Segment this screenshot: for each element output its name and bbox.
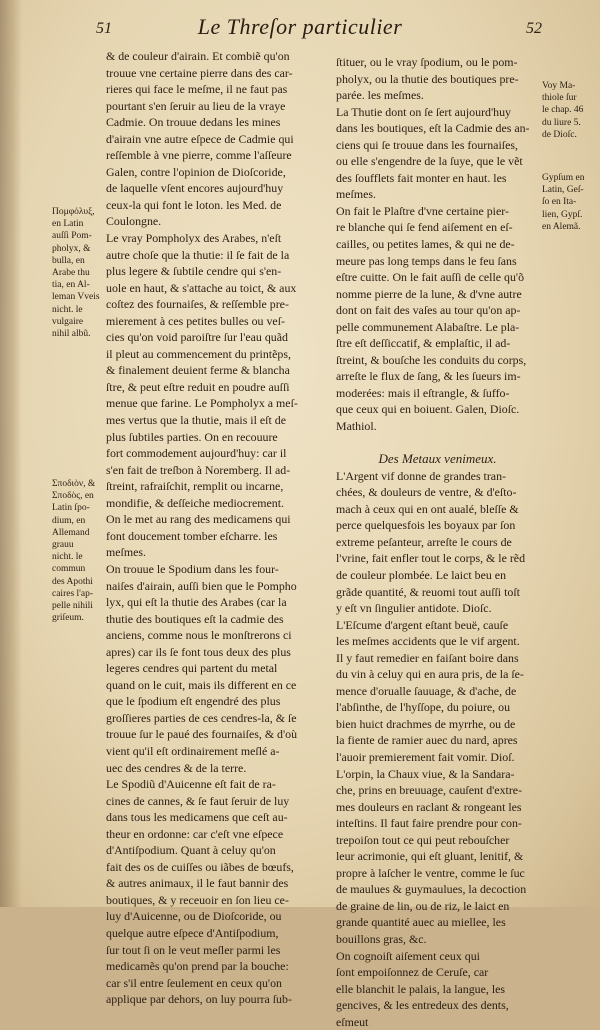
text-line: rieres qui face le meſme, il ne faut pas <box>106 82 288 97</box>
text-line: quelque autre eſpece d'Antiſpodium, <box>106 925 279 940</box>
margin-note-mathiole <box>542 80 583 141</box>
text-line: meure pas long temps dans le feu ſans <box>336 253 517 268</box>
text-line: mondifie, & deſſeiche mediocrement. <box>106 495 284 510</box>
margin-note-line: Arabe thu <box>52 267 90 278</box>
text-line: plus legere & ſubtile cendre qui s'en- <box>106 264 282 279</box>
margin-note-line: Voy Ma- <box>542 81 576 91</box>
margin-note-pompholyx <box>52 206 100 340</box>
text-line: La Thutie dont on ſe ſert aujourd'huy <box>336 104 511 119</box>
text-line: ceux-la qui font le loton. les Med. de <box>106 197 282 212</box>
text-line: l'abſinthe, de l'hyſſope, du poiure, ou <box>336 700 511 715</box>
text-line: menue que farine. Le Pompholyx a meſ- <box>106 396 298 411</box>
text-line: l'vrine, fait enfler tout le corps, & le rẽd <box>336 551 526 566</box>
text-line: grãde quantité, & reuomi tout auſſi toſt <box>336 584 520 599</box>
text-line: theur en ordonne: car c'eſt vne eſpece <box>106 826 284 841</box>
text-line: propre à laſcher le ventre, comme le ſuc <box>336 865 525 880</box>
text-line: moderées: mais il eſtrangle, & ſuffo- <box>336 385 510 400</box>
text-line: meſmes. <box>336 187 376 202</box>
text-line: quand on le cuit, mais ils different en ce <box>106 677 297 692</box>
margin-note-gypsum <box>542 172 584 233</box>
text-line: meſmes. <box>106 545 146 560</box>
text-line: car s'il entre ſeulement en ceux qu'on <box>106 975 282 990</box>
text-line: ſtre eſt deſſiccatif, & emplaſtic, il ad- <box>336 336 511 351</box>
text-line: ou elle s'engendre de la ſuye, que le vẽt <box>336 154 523 169</box>
text-line: & finalement deuient ferme & blancha <box>106 363 290 378</box>
margin-note-line: Πομφόλυξ, <box>52 207 95 217</box>
text-line: Le vray Pompholyx des Arabes, n'eſt <box>106 231 282 246</box>
margin-note-line: pholyx, & <box>52 243 91 254</box>
text-line: pourtant s'en ſeruir au lieu de la vraye <box>106 98 286 113</box>
text-line: vient qu'il eſt ordinairement meſlé a- <box>106 743 280 758</box>
text-line: reſſemble à vne pierre, comme l'aſſeure <box>106 148 292 163</box>
text-line: anciens, comme nous le monſtrerons ci <box>106 628 292 643</box>
text-line: applique par dehors, on luy pourra ſub- <box>106 992 292 1007</box>
text-line: nomme pierre de la lune, & d'vne autre <box>336 286 522 301</box>
text-line: chées, & douleurs de ventre, & d'eſto- <box>336 485 517 500</box>
text-line: fort commodement aujourd'huy: car il <box>106 446 287 461</box>
text-line: luy d'Auicenne, ou de Dioſcoride, ou <box>106 909 282 924</box>
text-line: lyx, qui eſt la thutie des Arabes (car la <box>106 595 287 610</box>
text-line: Il y faut remedier en faiſant boire dans <box>336 650 519 665</box>
text-line: de graine de lin, ou de riz, le laict en <box>336 898 510 913</box>
margin-note-line: caires l'ap- <box>52 588 94 599</box>
text-line: plus ſubtiles parties. On en recouure <box>106 429 278 444</box>
margin-note-line: Σποδὸς, en <box>52 491 94 502</box>
text-line: cailles, ou petites lames, & qui ne de- <box>336 237 515 252</box>
text-line: mach à ceux qui en ont aualé, bleſſe & <box>336 501 519 516</box>
margin-note-line: thiole ſur <box>542 93 577 104</box>
text-line: l'auoir premierement fait vomir. Dioſ. <box>336 749 515 764</box>
text-line: uec des cendres & de la terre. <box>106 760 247 775</box>
text-line: legeres cendres qui partent du metal <box>106 661 278 676</box>
text-line: & autres animaux, il le faut bannir des <box>106 876 289 891</box>
margin-note-line: grauu <box>52 539 74 550</box>
margin-note-line: ſo en Ita- <box>542 197 577 208</box>
margin-note-line: dium, en <box>52 515 86 526</box>
text-line: du vin à celuy qui en aura pris, de la ſe- <box>336 667 524 682</box>
running-header <box>0 14 600 40</box>
text-line: mes douleurs en raclant & rongeant les <box>336 799 522 814</box>
text-line: eſtre cuitte. On le fait auſſi de celle qu'õ <box>336 270 525 285</box>
text-line: mierement à ces petites bulles ou veſ- <box>106 313 285 328</box>
text-line: il pleut au commencement du printẽps, <box>106 346 291 361</box>
text-line: ſtreint, & bouſche les conduits du corps, <box>336 352 527 367</box>
margin-note-line: nihil albũ. <box>52 328 91 339</box>
text-line: parée. les meſmes. <box>336 88 424 103</box>
text-line: ſont empoiſonnez de Ceruſe, car <box>336 965 489 980</box>
margin-note-line: nicht. le <box>52 304 83 315</box>
text-line: que ceux qui en boiuent. Galen, Dioſc. <box>336 402 520 417</box>
text-line: ſtreint, rafraiſchit, remplit ou incarne, <box>106 479 284 494</box>
running-title: Le Threſor particulier <box>197 14 403 39</box>
margin-note-line: commun <box>52 564 86 575</box>
margin-note-line: Allemand <box>52 527 90 538</box>
text-line: Le Spodiũ d'Auicenne eſt fait de ra- <box>106 777 276 792</box>
text-line: groſſieres parties de ces cendres-la, & ſe <box>106 710 297 725</box>
margin-note-line: lien, Gypſ. <box>542 209 583 220</box>
text-line: trouue vne certaine pierre dans des car- <box>106 65 293 80</box>
margin-note-line: en Alemã. <box>542 221 581 232</box>
text-line: de maulues & guymaulues, la decoction <box>336 882 527 897</box>
text-line: apres) car ils ſe font tous deux des plus <box>106 644 291 659</box>
page-number-right: 52 <box>526 20 542 37</box>
margin-note-line: le chap. 46 <box>542 105 584 116</box>
margin-note-line: nicht. le <box>52 552 83 563</box>
text-line: des ſoufflets fait monter en haut. les <box>336 170 507 185</box>
text-line: bien huict drachmes de myrrhe, ou de <box>336 716 516 731</box>
margin-note-line: tia, en Al- <box>52 280 90 291</box>
text-line: d'airain vne autre eſpece de Cadmie qui <box>106 131 294 146</box>
text-line: pelle communement Alabaſtre. Le pla- <box>336 319 520 334</box>
text-line: On le met au rang des medicamens qui <box>106 512 291 527</box>
text-line: mence d'orualle ſauuage, & d'ache, de <box>336 683 517 698</box>
margin-note-line: de Dioſc. <box>542 129 577 140</box>
text-line: On fait le Plaſtre d'vne certaine pier- <box>336 203 509 218</box>
text-line: cies qu'on void paroiſtre ſur l'eau quãd <box>106 330 288 345</box>
margin-note-line: auſſi Pom- <box>52 231 92 242</box>
text-line: eſmeut <box>336 1014 369 1029</box>
text-line <box>336 435 539 452</box>
text-line: de couleur plombée. Le laict beu en <box>336 567 507 582</box>
margin-note-line: Gypſum en <box>542 173 585 183</box>
text-line: Coulongne. <box>106 214 162 229</box>
text-line: que le ſpodium eſt engendré des plus <box>106 694 281 709</box>
text-line: s'en fait de treſbon à Noremberg. Il ad- <box>106 462 291 477</box>
text-line: leur acrimonie, qui eſt gluant, lenitif, & <box>336 849 524 864</box>
margin-note-line: Latin, Geſ- <box>542 185 584 196</box>
text-line: On trouue le Spodium dans les four- <box>106 561 279 576</box>
text-line: dans les boutiques, eſt la Cadmie des an- <box>336 121 530 136</box>
text-line: fait des os de cuiſſes ou iãbes de bœufs, <box>106 859 294 874</box>
margin-note-line: bulla, en <box>52 255 85 266</box>
text-line: cines de cannes, & ſe faut ſeruir de luy <box>106 793 290 808</box>
text-line: thutie des boutiques eſt la cadmie des <box>106 611 284 626</box>
text-line: Galen, contre l'opinion de Dioſcoride, <box>106 164 286 179</box>
margin-note-line: en Latin <box>52 219 84 230</box>
text-line: d'Antiſpodium. Quant à celuy qu'on <box>106 843 276 858</box>
text-line: ſur tout ſi on le veut meſler parmi les <box>106 942 281 957</box>
text-line: Mathiol. <box>336 419 377 434</box>
text-line: L'orpin, la Chaux viue, & la Sandara- <box>336 766 515 781</box>
text-line: ſtituer, ou le vray ſpodium, ou le pom- <box>336 55 518 69</box>
text-line: & de couleur d'airain. Et combiẽ qu'on <box>106 49 290 63</box>
margin-note-line: Latin ſpo- <box>52 503 90 514</box>
text-line: font doucement tomber eſcharre. les <box>106 528 278 543</box>
page-number-left: 51 <box>96 20 112 37</box>
margin-note-line: Σποδιὸν, & <box>52 479 96 489</box>
text-line: la fiente de ramier auec du nard, apres <box>336 733 518 748</box>
text-line: dont on fait des vaſes au tour qu'on ap- <box>336 303 521 318</box>
text-line: mes vertus que la thutie, mais il eſt de <box>106 413 286 428</box>
margin-note-spodium <box>52 478 95 624</box>
text-line: coſtez des fournaiſes, & reſſemble pre- <box>106 297 289 312</box>
text-column-right <box>336 54 539 1030</box>
text-line: uole en haut, & s'attache au toict, & aux <box>106 280 297 295</box>
text-line: pholyx, ou la thutie des boutiques pre- <box>336 71 519 86</box>
text-line: ſtre, & peut eſtre reduit en poudre auſſi <box>106 379 290 394</box>
text-line: elle blanchit le palais, la langue, les <box>336 981 506 996</box>
text-line: les meſmes accidents que le vif argent. <box>336 634 520 649</box>
text-column-left <box>106 48 328 1008</box>
text-line: extreme peſanteur, arreſte le cours de <box>336 534 512 549</box>
text-line: gencives, & les entredeux des dents, <box>336 998 509 1013</box>
text-line: y eſt vn ſingulier antidote. Dioſc. <box>336 601 492 616</box>
margin-note-line: du liure 5. <box>542 117 581 128</box>
text-line: On cognoiſt aiſement ceux qui <box>336 948 480 963</box>
text-line: bouillons gras, &c. <box>336 931 427 946</box>
text-line: trepoiſon tout ce qui peut rebouſcher <box>336 832 510 847</box>
margin-note-line: pelle nihili <box>52 600 93 611</box>
text-line: re blanche qui ſe fend aiſement en eſ- <box>336 220 513 235</box>
text-line: ciens qui ſe trouue dans les fournaiſes, <box>336 137 518 152</box>
text-line: L'Eſcume d'argent eſtant beuë, cauſe <box>336 617 509 632</box>
text-line: medicamẽs qu'on prend par la bouche: <box>106 959 289 974</box>
section-heading: Des Metaux venimeux. <box>378 451 497 467</box>
text-line: perce quelquesfois les boyaux par ſon <box>336 518 516 533</box>
margin-note-line: vulgaire <box>52 316 84 327</box>
text-line: de laquelle vſent encores aujourd'huy <box>106 181 284 196</box>
text-line: L'Argent vif donne de grandes tran- <box>336 468 506 483</box>
text-line: che, prins en breuuage, cauſent d'extre- <box>336 783 523 798</box>
text-line: grande quantité auec au miellee, les <box>336 915 506 930</box>
text-line: dans tous les medicamens que ceſt au- <box>106 810 288 825</box>
text-line: boutiques, & y receuoir en ſon lieu ce- <box>106 892 289 907</box>
text-line: trouue ſur le paué des fournaiſes, & d'où <box>106 727 298 742</box>
margin-note-line: des Apothi <box>52 576 93 587</box>
text-line: autre choſe que la thutie: il ſe fait de la <box>106 247 290 262</box>
text-line: inteſtins. Il faut faire prendre pour con- <box>336 816 522 831</box>
text-line: naiſes d'airain, auſſi bien que le Pompho <box>106 578 297 593</box>
margin-note-line: griſeum. <box>52 613 84 624</box>
margin-note-line: leman Vveis <box>52 292 100 303</box>
text-line: Cadmie. On trouue dedans les mines <box>106 115 281 130</box>
page-gutter-shadow <box>0 0 22 907</box>
text-line: arreſte le flux de ſang, & les ſueurs im- <box>336 369 521 384</box>
